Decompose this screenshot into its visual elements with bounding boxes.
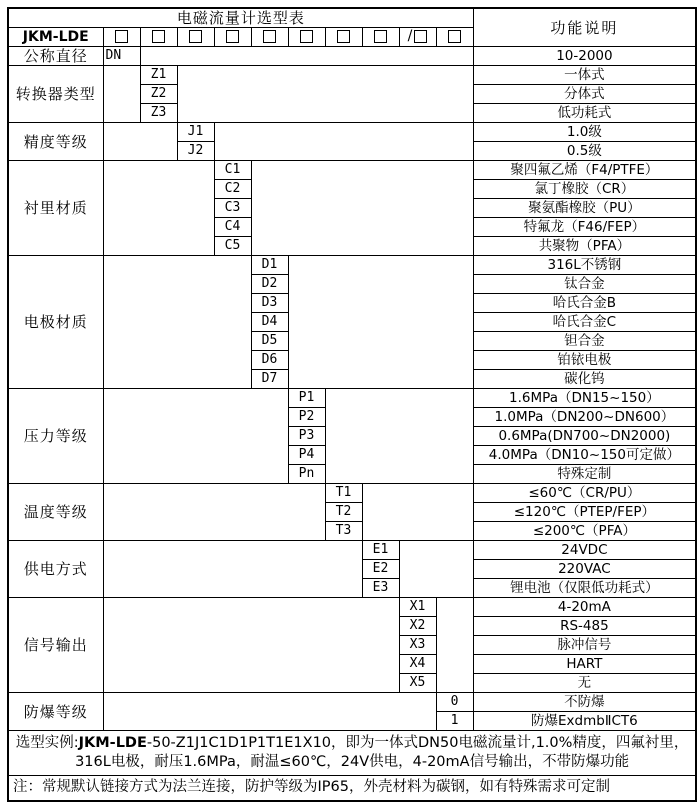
option-code: Z3	[140, 104, 177, 123]
option-description: ≤60℃（CR/PU）	[473, 484, 696, 503]
spacer-cell	[140, 47, 473, 66]
option-code: DN	[103, 47, 140, 66]
spacer-cell	[177, 66, 473, 123]
table-row	[8, 47, 696, 66]
option-description: 低功耗式	[473, 104, 696, 123]
table-title: 电磁流量计选型表	[8, 8, 473, 28]
table-row	[8, 389, 696, 408]
spacer-cell	[251, 161, 473, 256]
option-code: T1	[325, 484, 362, 503]
spacer-cell	[103, 123, 177, 161]
spacer-cell	[362, 484, 473, 541]
spacer-cell	[399, 541, 473, 598]
section-label: 信号输出	[8, 598, 103, 693]
example-line-2: 316L电极，耐压1.6MPa，耐温≤60℃，24V供电，4-20mA信号输出，不带防爆功能	[75, 754, 630, 770]
option-description: 1.0MPa（DN200~DN600）	[473, 408, 696, 427]
option-code: C1	[214, 161, 251, 180]
option-code: E2	[362, 560, 399, 579]
option-description: 锂电池（仅限低功耗式）	[473, 579, 696, 598]
option-description: RS-485	[473, 617, 696, 636]
option-code: C5	[214, 237, 251, 256]
option-code: D5	[251, 332, 288, 351]
checkbox-icon[interactable]	[152, 30, 165, 43]
spacer-cell	[214, 123, 473, 161]
option-description: 0.6MPa(DN700~DN2000)	[473, 427, 696, 446]
option-code: 1	[436, 712, 473, 731]
option-code: D3	[251, 294, 288, 313]
option-description: 316L不锈钢	[473, 256, 696, 275]
example-model-code: JKM-LDE	[78, 735, 147, 752]
selection-example	[8, 731, 696, 776]
option-code: D6	[251, 351, 288, 370]
model-checkbox-cell[interactable]	[325, 28, 362, 47]
option-description: 聚四氟乙烯（F4/PTFE）	[473, 161, 696, 180]
example-rest: -50-Z1J1C1D1P1T1E1X10，即为一体式DN50电磁流量计,1.0%精度，四氟衬里，	[146, 735, 689, 752]
table-row	[8, 123, 696, 142]
option-code: D7	[251, 370, 288, 389]
option-code: Z2	[140, 85, 177, 104]
option-code: J1	[177, 123, 214, 142]
spacer-cell	[103, 693, 436, 731]
model-checkbox-cell[interactable]	[177, 28, 214, 47]
option-description: 钛合金	[473, 275, 696, 294]
model-checkbox-cell[interactable]	[140, 28, 177, 47]
option-description: 24VDC	[473, 541, 696, 560]
option-description: 哈氏合金B	[473, 294, 696, 313]
table-row	[8, 66, 696, 85]
option-code: X3	[399, 636, 436, 655]
checkbox-icon[interactable]	[115, 30, 128, 43]
model-code: JKM-LDE	[8, 28, 103, 47]
option-code: D2	[251, 275, 288, 294]
option-description: 0.5级	[473, 142, 696, 161]
option-code: X4	[399, 655, 436, 674]
option-code: E3	[362, 579, 399, 598]
option-description: 氯丁橡胶（CR）	[473, 180, 696, 199]
option-description: 脉冲信号	[473, 636, 696, 655]
option-code: Pn	[288, 465, 325, 484]
section-label: 转换器类型	[8, 66, 103, 123]
option-description: ≤200℃（PFA）	[473, 522, 696, 541]
table-row	[8, 541, 696, 560]
option-code: D1	[251, 256, 288, 275]
table-row	[8, 598, 696, 617]
option-code: P3	[288, 427, 325, 446]
option-code: C4	[214, 218, 251, 237]
checkbox-icon[interactable]	[300, 30, 313, 43]
option-description: 10-2000	[473, 47, 696, 66]
option-description: ≤120℃（PTEP/FEP）	[473, 503, 696, 522]
option-description: 聚氨酯橡胶（PU）	[473, 199, 696, 218]
option-code: P2	[288, 408, 325, 427]
option-code: X5	[399, 674, 436, 693]
option-code: C2	[214, 180, 251, 199]
model-checkbox-cell[interactable]	[214, 28, 251, 47]
spacer-cell	[103, 256, 251, 389]
option-code: X2	[399, 617, 436, 636]
model-checkbox-cell[interactable]	[251, 28, 288, 47]
checkbox-icon[interactable]	[448, 30, 461, 43]
option-description: 哈氏合金C	[473, 313, 696, 332]
section-label: 供电方式	[8, 541, 103, 598]
table-row	[8, 8, 696, 28]
option-description: 防爆ExdmbⅡCT6	[473, 712, 696, 731]
slash-separator: /	[407, 28, 413, 45]
spacer-cell	[103, 541, 362, 598]
spacer-cell	[325, 389, 473, 484]
option-description: 钽合金	[473, 332, 696, 351]
section-label: 防爆等级	[8, 693, 103, 731]
checkbox-icon[interactable]	[189, 30, 202, 43]
option-description: HART	[473, 655, 696, 674]
model-checkbox-cell[interactable]	[362, 28, 399, 47]
spacer-cell	[288, 256, 473, 389]
model-checkbox-cell[interactable]	[288, 28, 325, 47]
section-label: 公称直径	[8, 47, 103, 66]
checkbox-icon[interactable]	[226, 30, 239, 43]
option-description: 特殊定制	[473, 465, 696, 484]
section-label: 温度等级	[8, 484, 103, 541]
table-row	[8, 256, 696, 275]
option-description: 分体式	[473, 85, 696, 104]
option-description: 铂铱电极	[473, 351, 696, 370]
option-code: C3	[214, 199, 251, 218]
spacer-cell	[103, 161, 214, 256]
option-code: J2	[177, 142, 214, 161]
function-description-header: 功能说明	[473, 8, 696, 47]
section-label: 压力等级	[8, 389, 103, 484]
example-line-1	[13, 734, 691, 753]
option-code: T2	[325, 503, 362, 522]
option-code: X1	[399, 598, 436, 617]
checkbox-icon[interactable]	[337, 30, 350, 43]
note-text: 注：常规默认链接方式为法兰连接，防护等级为IP65，外壳材料为碳钢，如有特殊需求可定制	[8, 776, 696, 802]
option-description: 共聚物（PFA）	[473, 237, 696, 256]
model-checkbox-cell[interactable]	[436, 28, 473, 47]
checkbox-icon[interactable]	[263, 30, 276, 43]
option-code: P1	[288, 389, 325, 408]
table-row	[8, 161, 696, 180]
option-description: 一体式	[473, 66, 696, 85]
spacer-cell	[103, 598, 399, 693]
spacer-cell	[103, 389, 288, 484]
table-row	[8, 731, 696, 776]
option-description: 特氟龙（F46/FEP）	[473, 218, 696, 237]
option-description: 4.0MPa（DN10~150可定做）	[473, 446, 696, 465]
section-label: 精度等级	[8, 123, 103, 161]
option-description: 1.6MPa（DN15~150）	[473, 389, 696, 408]
checkbox-icon[interactable]	[414, 30, 427, 43]
option-code: 0	[436, 693, 473, 712]
table-row	[8, 776, 696, 802]
option-description: 碳化钨	[473, 370, 696, 389]
table-row	[8, 693, 696, 712]
option-code: T3	[325, 522, 362, 541]
spacer-cell	[103, 66, 140, 123]
option-code: P4	[288, 446, 325, 465]
model-checkbox-cell[interactable]	[399, 28, 436, 47]
section-label: 衬里材质	[8, 161, 103, 256]
option-code: Z1	[140, 66, 177, 85]
option-description: 无	[473, 674, 696, 693]
example-prefix: 选型实例:	[15, 735, 79, 752]
selection-table	[7, 7, 697, 802]
option-code: E1	[362, 541, 399, 560]
option-description: 220VAC	[473, 560, 696, 579]
table-row	[8, 484, 696, 503]
section-label: 电极材质	[8, 256, 103, 389]
option-description: 不防爆	[473, 693, 696, 712]
option-description: 4-20mA	[473, 598, 696, 617]
spacer-cell	[436, 598, 473, 693]
model-checkbox-cell[interactable]	[103, 28, 140, 47]
option-code: D4	[251, 313, 288, 332]
spacer-cell	[103, 484, 325, 541]
checkbox-icon[interactable]	[374, 30, 387, 43]
option-description: 1.0级	[473, 123, 696, 142]
